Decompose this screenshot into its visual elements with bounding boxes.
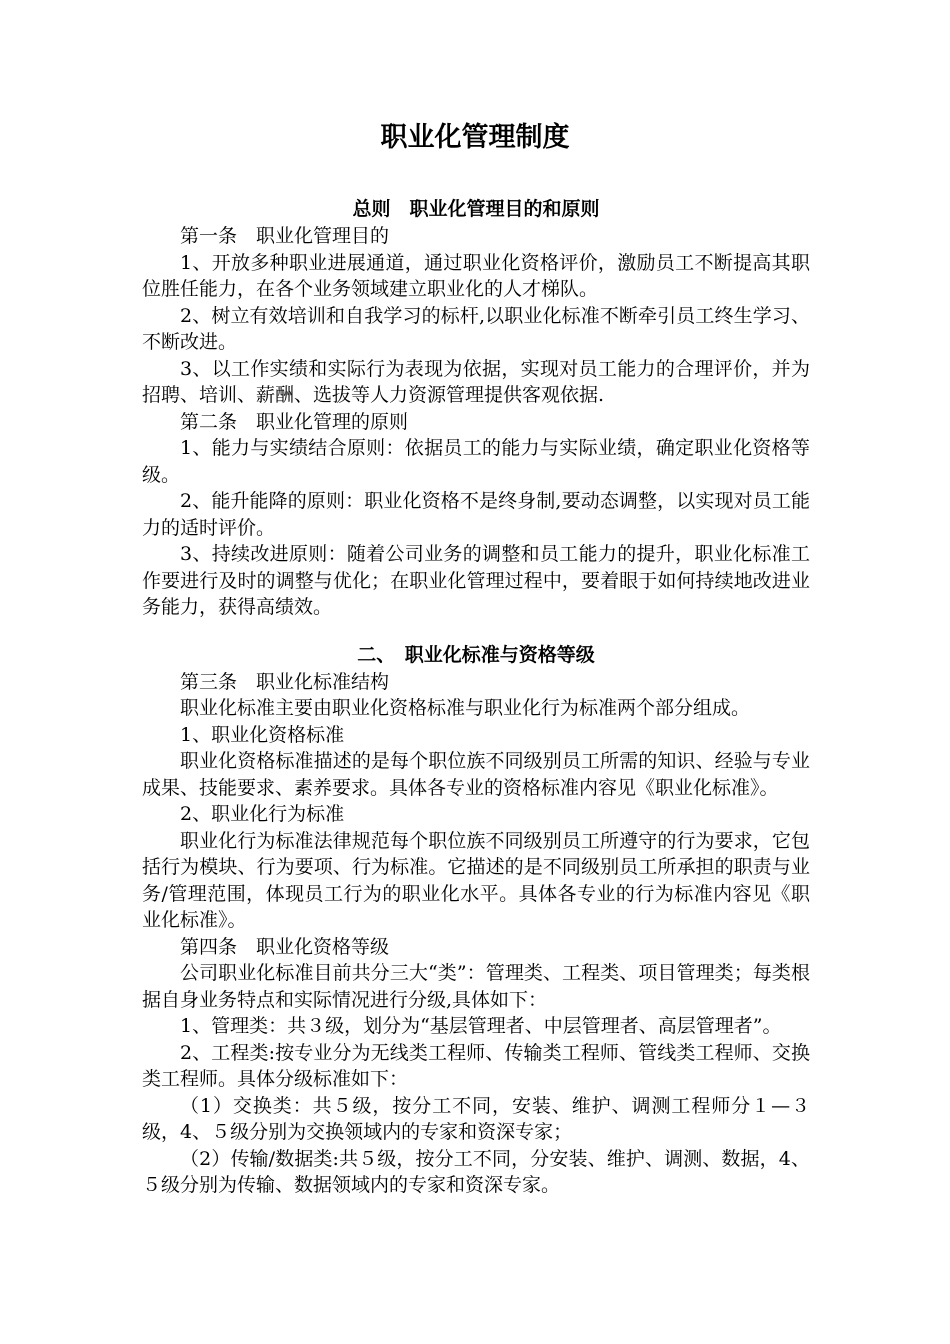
- paragraph: 公司职业化标准目前共分三大“类”：管理类、工程类、项目管理类；每类根据自身业务特点和实际情况进行分级,具体如下：: [142, 962, 810, 1011]
- paragraph: （1）交换类：共５级，按分工不同，安装、维护、调测工程师分１—３级，4、５级分别为交换领域内的专家和资深专家；: [142, 1094, 810, 1143]
- paragraph: 3、以工作实绩和实际行为表现为依据，实现对员工能力的合理评价，并为招聘、培训、薪酬、选拔等人力资源管理提供客观依据.: [142, 357, 810, 406]
- paragraph: 职业化资格标准描述的是每个职位族不同级别员工所需的知识、经验与专业成果、技能要求、素养要求。具体各专业的资格标准内容见《职业化标准》。: [142, 750, 810, 799]
- paragraph: 1、管理类：共３级，划分为“基层管理者、中层管理者、高层管理者”。: [180, 1015, 782, 1037]
- paragraph: 1、开放多种职业进展通道，通过职业化资格评价，激励员工不断提高其职位胜任能力，在各个业务领域建立职业化的人才梯队。: [142, 251, 810, 300]
- article-2-title: 第二条 职业化管理的原则: [180, 410, 409, 433]
- paragraph: 2、能升能降的原则：职业化资格不是终身制,要动态调整，以实现对员工能力的适时评价。: [142, 490, 810, 539]
- paragraph: 2、职业化行为标准: [180, 803, 345, 825]
- section-heading-standards: 二、 职业化标准与资格等级: [357, 643, 595, 666]
- paragraph: 1、职业化资格标准: [180, 723, 345, 746]
- paragraph: 3、持续改进原则：随着公司业务的调整和员工能力的提升，职业化标准工作要进行及时的调整与优化；在职业化管理过程中，要着眼于如何持续地改进业务能力，获得高绩效。: [142, 543, 810, 618]
- paragraph: 2、工程类:按专业分为无线类工程师、传输类工程师、管线类工程师、交换类工程师。具体分级标准如下：: [142, 1041, 810, 1090]
- paragraph: 职业化标准主要由职业化资格标准与职业化行为标准两个部分组成。: [180, 697, 751, 719]
- section-heading-general: 总则 职业化管理目的和原则: [352, 198, 600, 220]
- paragraph: 职业化行为标准法律规范每个职位族不同级别员工所遵守的行为要求，它包括行为模块、行为要项、行为标准。它描述的是不同级别员工所承担的职责与业务/管理范围，体现员工行为的职业化水平。具体各专业的行为标准内容见《职业化标准》。: [142, 829, 810, 931]
- paragraph: （2）传输/数据类:共５级，按分工不同，分安装、维护、调测、数据，4、５级分别为传输、数据领域内的专家和资深专家。: [142, 1147, 810, 1196]
- paragraph: 1、能力与实绩结合原则：依据员工的能力与实际业绩，确定职业化资格等级。: [142, 437, 810, 486]
- document-title: 职业化管理制度: [380, 122, 570, 153]
- document-body: [142, 196, 810, 1199]
- paragraph: 2、树立有效培训和自我学习的标杆,以职业化标准不断牵引员工终生学习、不断改进。: [142, 304, 810, 353]
- article-3-title: 第三条 职业化标准结构: [180, 670, 390, 693]
- article-4-title: 第四条 职业化资格等级: [180, 935, 390, 958]
- article-1-title: 第一条 职业化管理目的: [180, 225, 390, 247]
